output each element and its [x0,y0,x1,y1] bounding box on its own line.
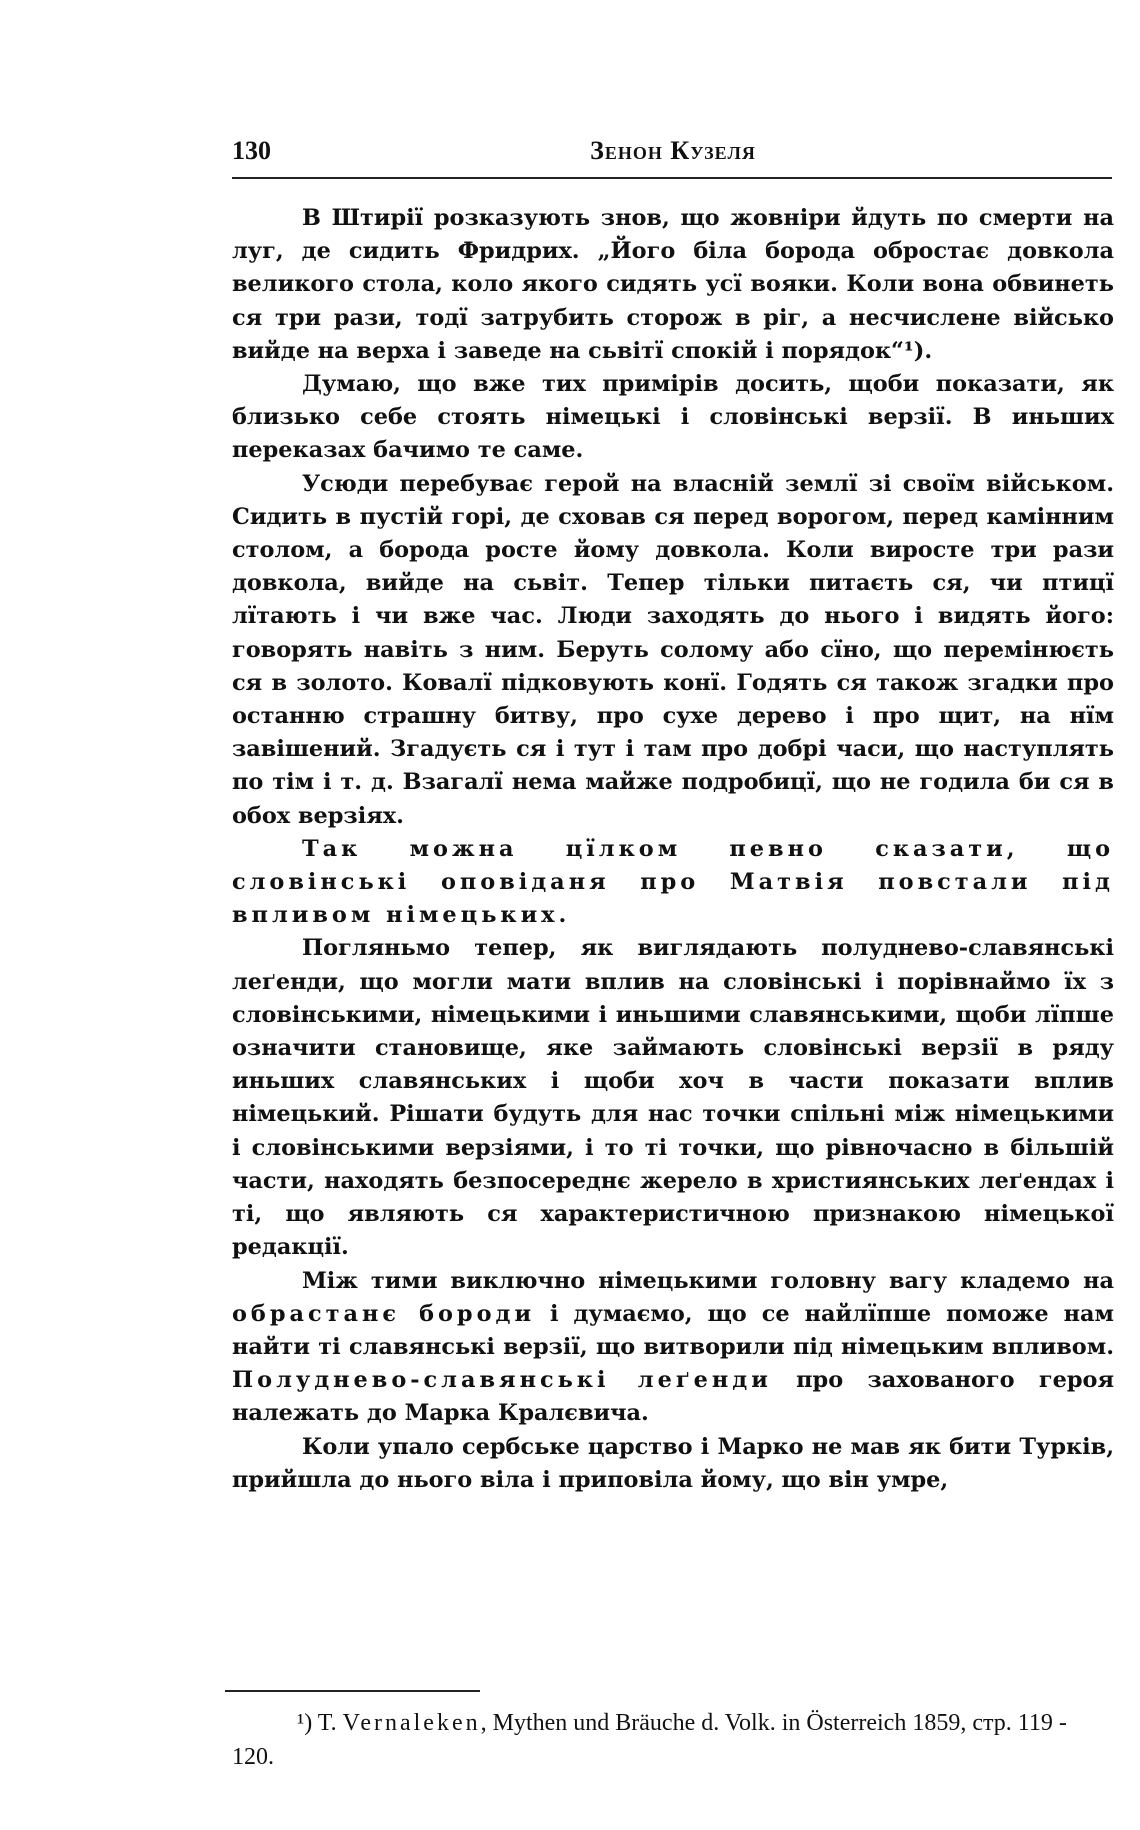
footnote-author: Vernaleken [342,1710,481,1736]
page-number: 130 [232,136,271,165]
emphasis-spaced: Полуднево-славянські леґенди [232,1367,772,1394]
emphasis-spaced: обрастанє бороди [232,1300,536,1327]
page-header [232,136,1114,176]
paragraph: Погляньмо тепер, як виглядають полуднево-славянські леґенди, що могли мати вплив на словінські і порівнаймо їх з словінськими, німецькими і иньшими славянськими, щоби лїпше означити становище, яке займають словінські верзії в ряду иньших славянських і щоби хоч в части показати вплив німецький. Рішати будуть для нас точки спільні між німецькими і словінськими верзіями, і то ті точки, що рівночасно в більшій части, находять безпосереднє жерело в християнських леґендах і ті, що являють ся характеристичною признакою німецької редакції. [232,935,1114,1261]
paragraph [232,1265,1114,1431]
running-head: Зенон Кузеля [590,136,756,165]
paragraph-text: про захованого героя належать до Марка Кралєвича. [232,1367,1114,1427]
footnote-marker: ¹) [297,1710,313,1736]
footnote-rule [225,1690,480,1692]
footnote-author-initial: T. [317,1710,337,1736]
main-text [232,202,1114,1497]
paragraph-text: і думаємо, що се найлїпше поможе нам найти ті славянські верзії, що витворили під німецьким впливом. [232,1300,1114,1360]
footnote-citation: , Mythen und Bräuche d. Volk. in Österreich 1859, стр. 119 - 120. [232,1710,1067,1770]
paragraph: Коли упало сербське царство і Марко не мав як бити Турків, прийшла до нього віла і приповіла йому, що він умре, [232,1433,1114,1493]
paragraph-text: Між тими виключно німецькими головну вагу кладемо на [302,1267,1114,1294]
paragraph: Думаю, що вже тих примірів досить, щоби показати, як близько себе стоять німецькі і словінські верзії. В иньших переказах бачимо те саме. [232,371,1114,464]
paragraph: В Штирії розказують знов, що жовніри йдуть по смерти на луг, де сидить Фридрих. „Його біла борода обростає довкола великого стола, коло якого сидять усї вояки. Коли вона обвинеть ся три рази, тодї затрубить сторож в ріг, а несчислене військо вийде на верха і заведе на сьвітї спокій і порядок“¹). [232,205,1114,364]
paragraph: Усюди перебуває герой на власній землї зі своїм військом. Сидить в пустій горі, де сховав ся перед ворогом, перед камінним столом, а борода росте йому довкола. Коли виросте три рази довкола, вийде на сьвіт. Тепер тільки питаєть ся, чи птицї лїтають і чи вже час. Люди заходять до нього і видять його: говорять навіть з ним. Беруть солому або сїно, що перемінюєть ся в золото. Ковалї підковують конї. Годять ся також згадки про останню страшну битву, про сухе дерево і про щит, на нїм завішений. Згадуєть ся і тут і там про добрі часи, що наступлять по тім і т. д. Взагалї нема майже подробицї, що не годила би ся в обох верзіях. [232,470,1114,829]
footnote [232,1706,1114,1774]
paragraph-spaced: Так можна цїлком певно сказати, що словінські оповіданя про Матвія повстали під впливом німецьких. [232,835,1114,929]
header-rule [232,177,1112,179]
